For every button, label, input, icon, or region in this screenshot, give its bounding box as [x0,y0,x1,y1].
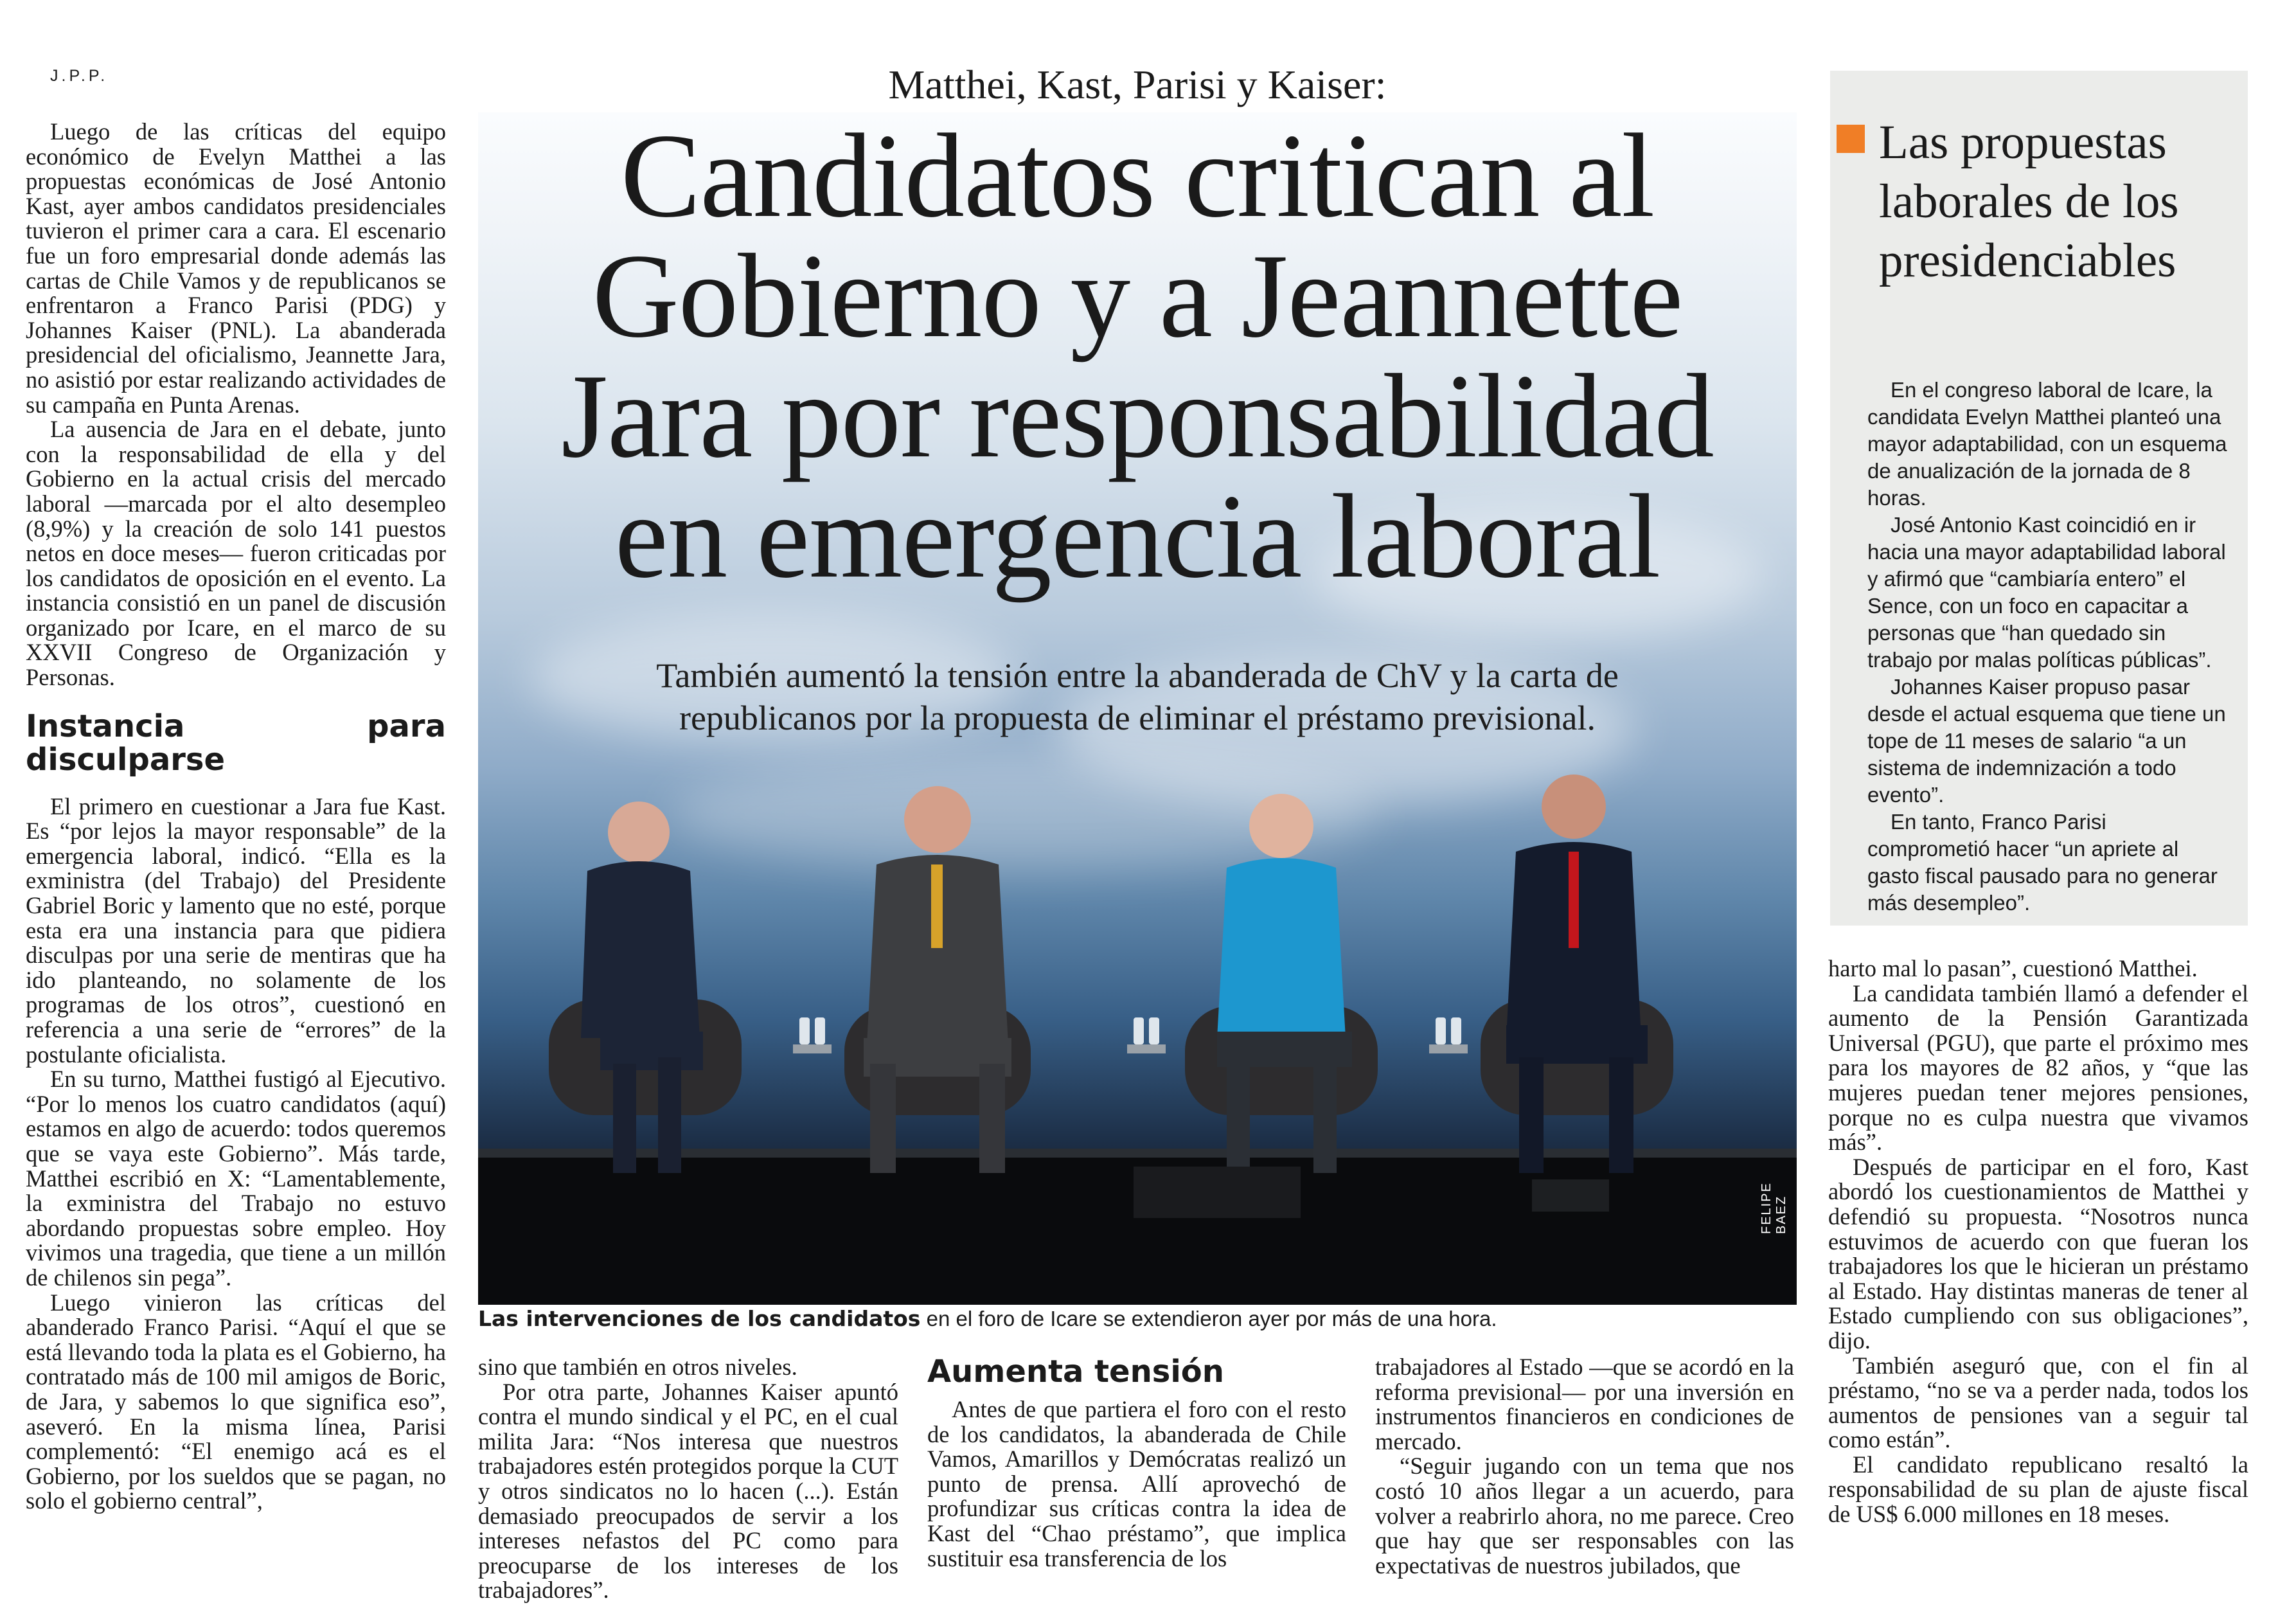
article-column-3 [927,1355,1346,1571]
caption-text: en el foro de Icare se extendieron ayer por más de una hora. [920,1307,1497,1330]
paragraph: En su turno, Matthei fustigó al Ejecutivo. “Por lo menos los cuatro candidatos (aquí) estamos en algo de acuerdo: todos queremos que se vaya este Gobierno”. Más tarde, Matthei escribió en X: “Lamentablemente, la exministra del Trabajo no estuvo abordando propuestas sobre empleo. Hoy vivimos una tragedia, que tiene a un millón de chilenos sin pega”. [26,1066,446,1291]
paragraph: Luego vinieron las críticas del abanderado Franco Parisi. “Aquí el que se está llevando toda la plata es el Gobierno, ha contratado más de 100 mil amigos de Boric, de Jara, y sabemos lo que significa eso”, aseveró. En la misma línea, Parisi complementó: “El enemigo acá es el Gobierno, por los sueldos que se pagan, no solo el gobierno central”, [26,1289,446,1514]
candidate-figure [581,802,703,1173]
photo-caption [478,1306,1797,1332]
sidebar-title-line: laborales de los [1879,175,2179,228]
headline-line: en emergencia laboral [614,470,1660,603]
subheading: Instancia para disculparse [26,708,446,778]
sidebar-title-line: Las propuestas [1879,116,2167,169]
paragraph: trabajadores al Estado —que se acordó en la reforma previsional— por una inversión en instrumentos financieros en condiciones de mercado. [1375,1354,1794,1455]
paragraph: “Seguir jugando con un tema que nos costó 10 años llegar a un acuerdo, para volver a reabrirlo ahora, no me parece. Creo que hay que ser responsables con las expectativas de nuestros jubilados, que [1375,1453,1794,1579]
sidebar-box [1830,71,2248,926]
deck [478,654,1797,739]
paragraph: sino que también en otros niveles. [478,1354,797,1380]
headline-line: Gobierno y a Jeannette [592,229,1683,363]
sidebar-paragraph: En tanto, Franco Parisi comprometió hacer “un apriete al gasto fiscal pausado para no generar más desempleo”. [1867,810,2218,915]
article-column-1 [26,120,446,1514]
caption-lead: Las intervenciones de los candidatos [478,1306,921,1331]
deck-line: republicanos por la propuesta de eliminar el préstamo previsional. [679,699,1596,737]
byline: J.P.P. [50,67,109,85]
article-column-5 [1828,956,2248,1527]
orange-square-icon [1837,125,1865,153]
subheading: Aumenta tensión [927,1354,1224,1390]
sidebar-body [1867,377,2227,917]
sidebar-paragraph: José Antonio Kast coincidió en ir hacia una mayor adaptabilidad laboral y afirmó que “cambiaría entero” el Sence, con un foco en capacitar a personas que “han quedado sin trabajo por malas políticas públicas”. [1867,513,2226,672]
deck-line: También aumentó la tensión entre la abanderada de ChV y la carta de [656,656,1619,695]
article-column-4 [1375,1355,1794,1578]
paragraph: Por otra parte, Johannes Kaiser apuntó contra el mundo sindical y el PC, en el cual milita Jara: “Nos interesa que nuestros trabajadores estén protegidos porque la CUT y otros sindicatos no lo hacen (...). Están demasiado preocupados de servir a los intereses nefastos del PC como para preocuparse de los intereses de los trabajadores”. [478,1378,898,1604]
paragraph: También aseguró que, con el fin al préstamo, “no se va a perder nada, todos los aumentos de pensiones van a seguir tal como están”. [1828,1352,2248,1453]
headline-line: Candidatos critican al [620,109,1655,242]
article-column-2 [478,1355,898,1603]
paragraph: La ausencia de Jara en el debate, junto con la responsabilidad de ella y del Gobierno en la actual crisis del mercado laboral —marcada por el alto desempleo (8,9%) y la creación de solo 141 puestos netos en doce meses— fueron criticadas por los candidatos de oposición en el evento. La instancia consistió en un panel de discusión organizado por Icare, en el marco de su XXVII Congreso de Organización y Personas. [26,416,446,691]
sidebar-title-line: presidenciables [1879,234,2176,287]
paragraph: harto mal lo pasan”, cuestionó Matthei. [1828,955,2198,981]
candidate-figure [1217,794,1352,1173]
kicker: Matthei, Kast, Parisi y Kaiser: [888,62,1387,107]
sidebar-title [1879,113,2239,291]
headline [478,109,1797,603]
sidebar-paragraph: En el congreso laboral de Icare, la candidata Evelyn Matthei planteó una mayor adaptabilidad, con un esquema de anualización de la jornada de 8 horas. [1867,378,2227,510]
paragraph: Luego de las críticas del equipo económico de Evelyn Matthei a las propuestas económicas de José Antonio Kast, ayer ambos candidatos presidenciales tuvieron el primer cara a cara. El escenario fue un foro empresarial donde además las cartas de Chile Vamos y de republicanos se enfrentaron a Franco Parisi (PDG) y Johannes Kaiser (PNL). La abanderada presidencial del oficialismo, Jeannette Jara, no asistió por estar realizando actividades de su campaña en Punta Arenas. [26,118,446,418]
photo-credit: FELIPE BAEZ [1759,1182,1788,1234]
paragraph: El primero en cuestionar a Jara fue Kast. Es “por lejos la mayor responsable” de la emergencia laboral, indicó. “Ella es la exministra (del Trabajo) del Presidente Gabriel Boric y lamento que no esté, porque esta era una instancia para que pidiera disculpas por una serie de mentiras que ha ido planteando, no solamente de los programas de los otros”, cuestionó en referencia a una serie de “errores” de la postulante oficialista. [26,793,446,1068]
headline-line: Jara por responsabilidad [561,350,1714,483]
paragraph: La candidata también llamó a defender el aumento de la Pensión Garantizada Universal (PGU), que parte el próximo mes para los mayores de 82 años, y “que las mujeres puedan tener mejores pensiones, porque no es culpa nuestra que vivamos más”. [1828,980,2248,1156]
sidebar-paragraph: Johannes Kaiser propuso pasar desde el actual esquema que tiene un tope de 11 meses de salario “a un sistema de indemnización a todo evento”. [1867,675,2226,807]
paragraph: El candidato republicano resaltó la responsabilidad de su plan de ajuste fiscal de US$ 6.000 millones en 18 meses. [1828,1451,2248,1528]
paragraph: Antes de que partiera el foro con el resto de los candidatos, la abanderada de Chile Vamos, Amarillos y Demócratas realizó un punto de prensa. Allí aprovechó de profundizar sus críticas contra la idea de Kast del “Chao préstamo”, que implica sustituir esa transferencia de los [927,1396,1346,1572]
paragraph: Después de participar en el foro, Kast abordó los cuestionamientos de Matthei y defendió su propuesta. “Nosotros nunca estuvimos de acuerdo con que fueran los trabajadores los que le hicieran un préstamo al Estado. Hay distintas maneras de tener al Estado cumpliendo con sus obligaciones”, dijo. [1828,1153,2248,1354]
